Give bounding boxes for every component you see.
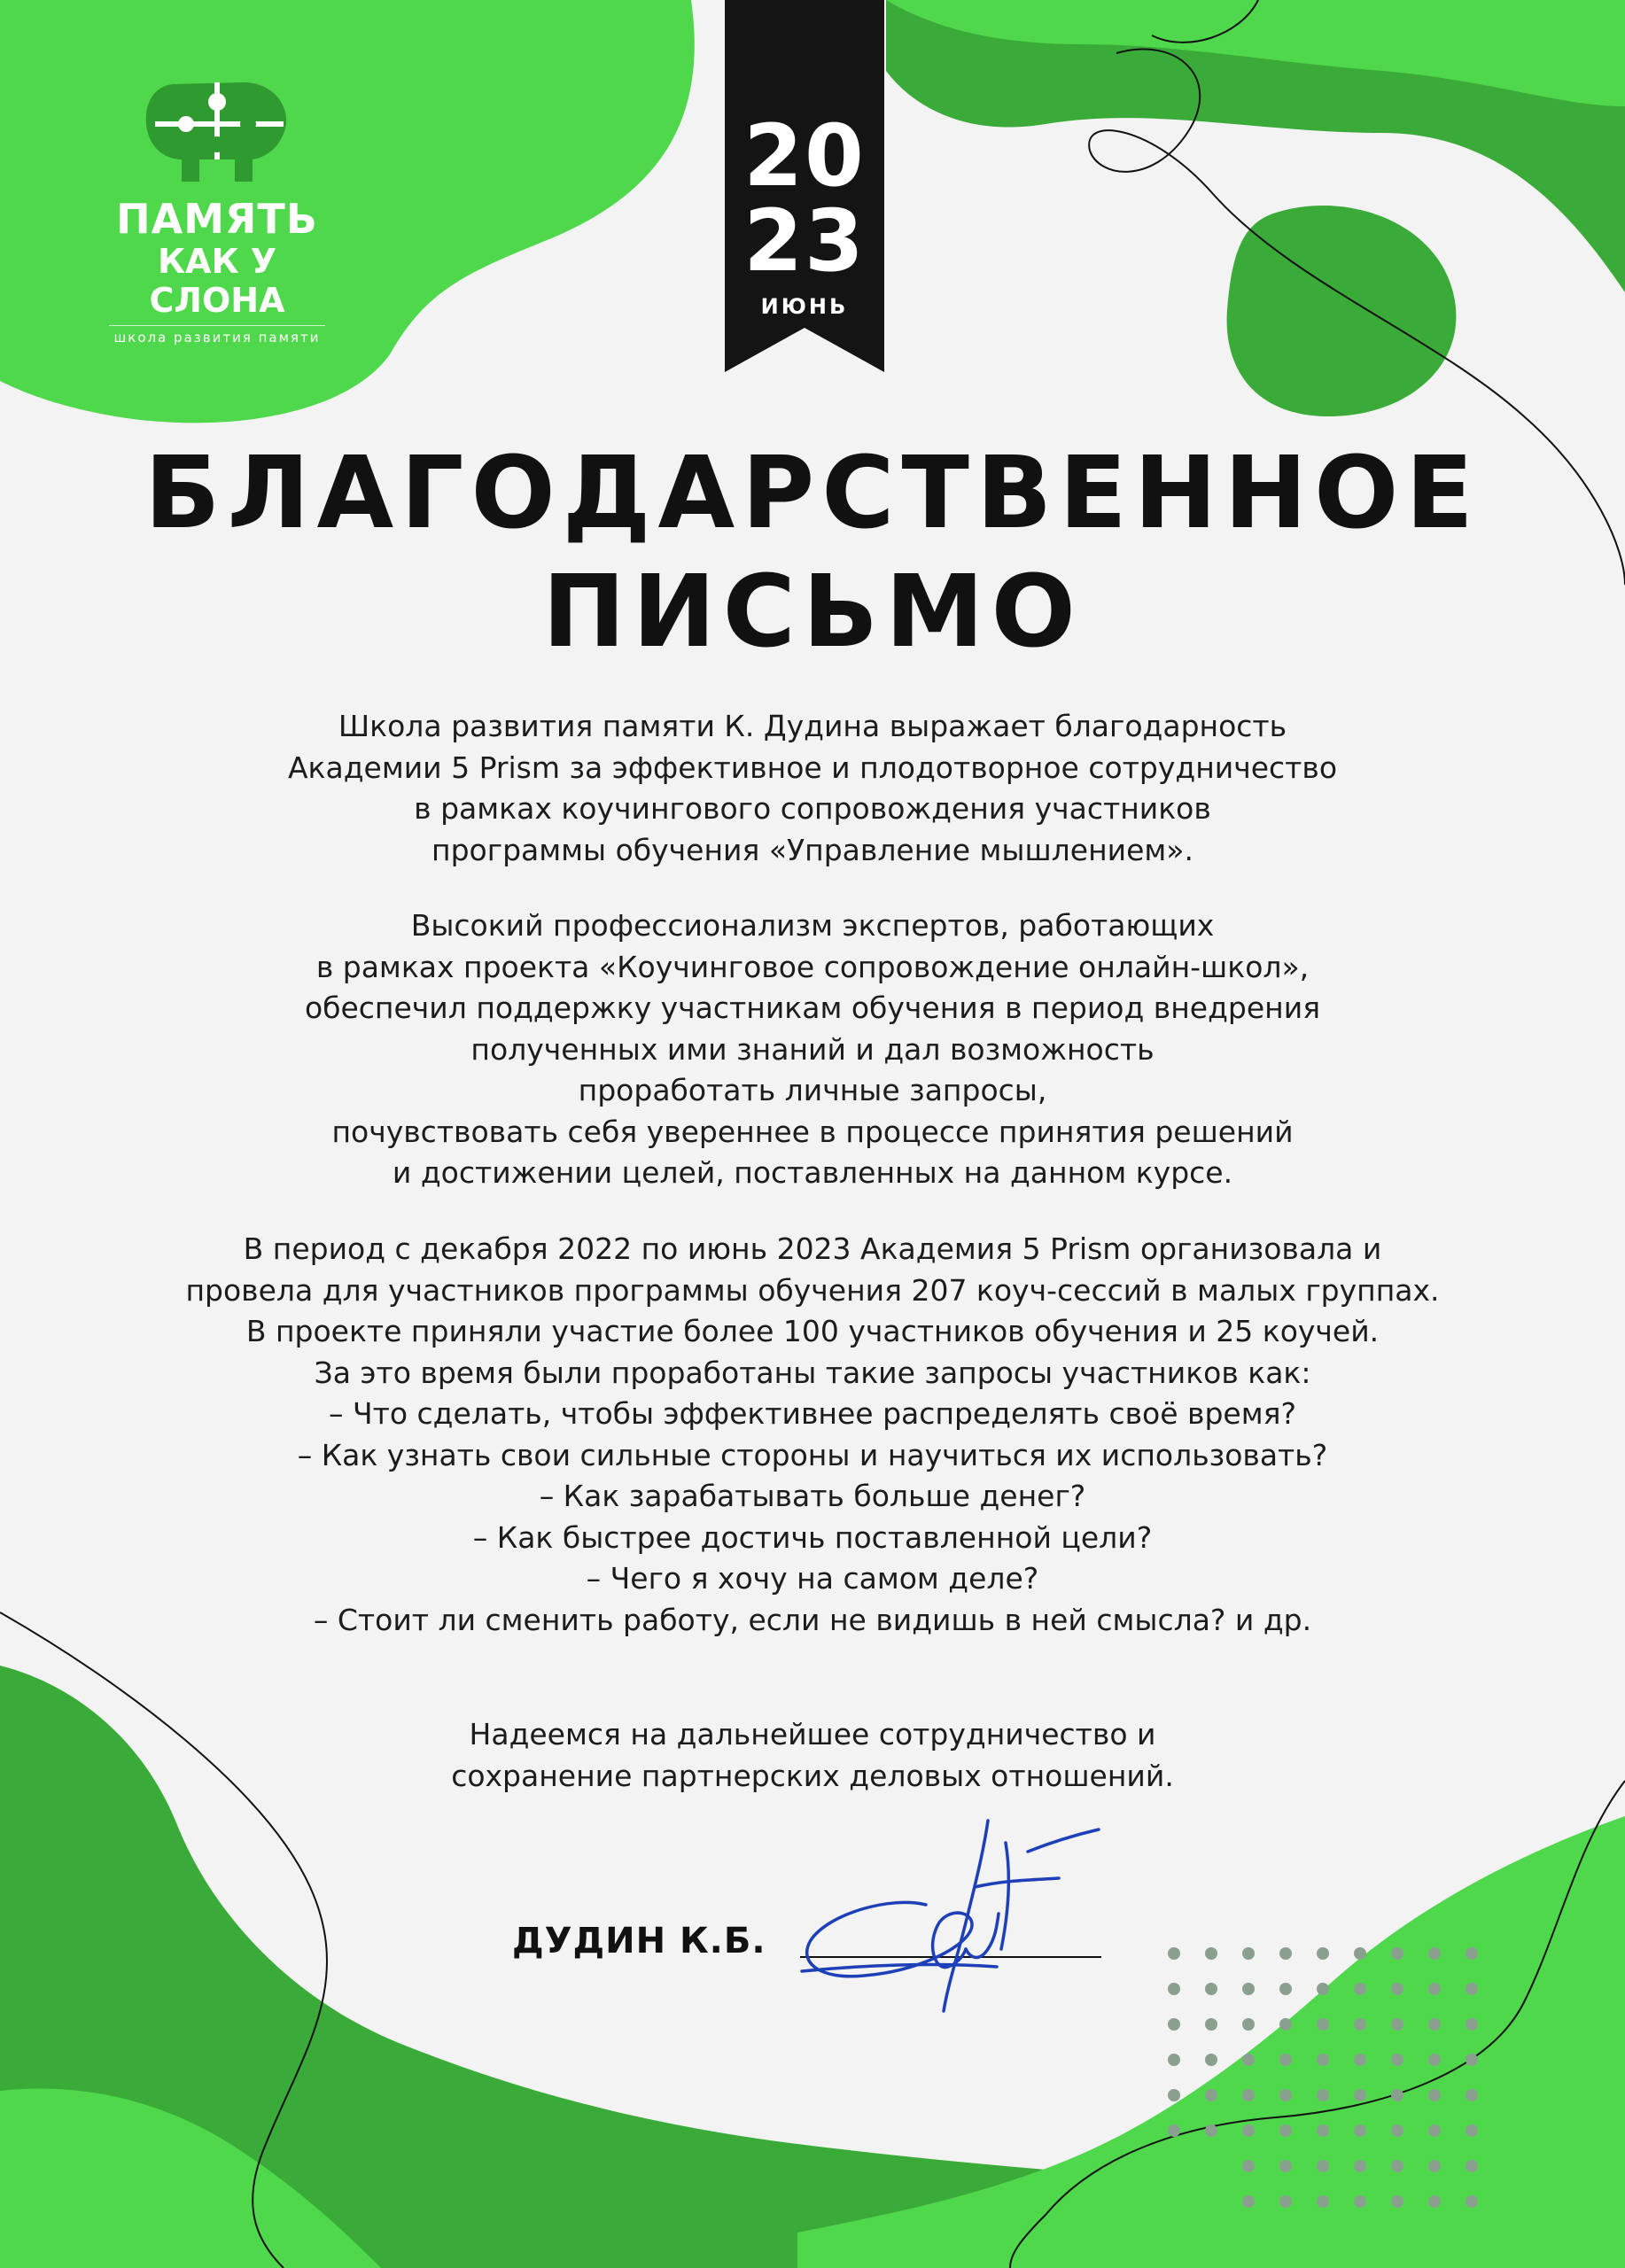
decor-dot	[1205, 2018, 1217, 2031]
decor-dot	[1466, 2018, 1478, 2031]
paragraph-results	[53, 1229, 1572, 1641]
document-title-line1: БЛАГОДАРСТВЕННОЕ	[144, 436, 1481, 551]
decor-dot	[1354, 2054, 1366, 2066]
decor-dot	[1428, 1947, 1441, 1960]
logo-title-line1: ПАМЯТЬ	[116, 195, 318, 243]
decor-dot	[1242, 2018, 1255, 2031]
document-title-line2: ПИСЬМО	[542, 555, 1083, 670]
decor-dot	[1428, 2054, 1441, 2066]
decor-dot	[1391, 2160, 1403, 2172]
decor-dot	[1391, 1983, 1403, 1995]
decor-dot	[1279, 1983, 1292, 1995]
list-item: – Как зарабатывать больше денег?	[539, 1479, 1086, 1513]
decor-dot	[1279, 2160, 1292, 2172]
decor-dot	[1391, 2054, 1403, 2066]
decor-dot	[1391, 2089, 1403, 2101]
logo-title-line2: КАК У СЛОНА	[149, 242, 285, 320]
decor-dot	[1317, 2054, 1329, 2066]
decor-dot	[1391, 2018, 1403, 2031]
decor-dot	[1428, 2124, 1441, 2137]
text-line: Школа развития памяти К. Дудина выражает благодарность	[338, 709, 1287, 743]
decor-dot	[1242, 2160, 1255, 2172]
decor-dot	[1354, 2018, 1366, 2031]
decor-dot	[1205, 2054, 1217, 2066]
text-line: За это время были проработаны такие запросы участников как:	[314, 1355, 1311, 1390]
text-line: Надеемся на дальнейшее сотрудничество и	[469, 1717, 1156, 1751]
signer-name: ДУДИН К.Б.	[512, 1921, 766, 1961]
decor-dot	[1168, 2054, 1180, 2066]
text-line: полученных ими знаний и дал возможность	[470, 1031, 1155, 1067]
decor-dot	[1205, 2089, 1217, 2101]
decor-dot	[1317, 1947, 1329, 1960]
decor-dot	[1168, 2089, 1180, 2101]
decor-dot	[1354, 2124, 1366, 2137]
text-line: в рамках проекта «Коучинговое сопровождение онлайн-школ»,	[315, 949, 1310, 984]
text-line: и достижении целей, поставленных на данном курсе.	[392, 1155, 1233, 1190]
list-item: – Как узнать свои сильные стороны и научиться их использовать?	[297, 1437, 1328, 1472]
text-line: в рамках коучингового сопровождения участников	[414, 791, 1211, 826]
decor-dot	[1354, 1947, 1366, 1960]
decor-dot	[1466, 2160, 1478, 2172]
decor-dot	[1391, 2195, 1403, 2208]
decor-dot	[1317, 2089, 1329, 2101]
text-line: Академии 5 Prism за эффективное и плодотворное сотрудничество	[287, 750, 1338, 785]
decor-dot	[1391, 1947, 1403, 1960]
decor-dot	[1317, 2160, 1329, 2172]
decor-dot	[1391, 2124, 1403, 2137]
decor-dot	[1428, 2195, 1441, 2208]
decor-dot	[1205, 1983, 1217, 1995]
decor-dot	[1168, 2018, 1180, 2031]
right-round-blob	[1227, 206, 1457, 416]
decor-dot	[1354, 2160, 1366, 2172]
decor-dot	[1317, 2124, 1329, 2137]
text-line: В проекте приняли участие более 100 участников обучения и 25 коучей.	[245, 1314, 1380, 1348]
decor-dot	[1279, 1947, 1292, 1960]
decor-dot	[1354, 1983, 1366, 1995]
school-logo	[84, 75, 350, 346]
decor-dot	[1242, 2124, 1255, 2137]
decor-dot	[1168, 2124, 1180, 2137]
decor-dot	[1466, 2124, 1478, 2137]
logo-tagline: школа развития памяти	[109, 325, 326, 346]
text-line: сохранение партнерских деловых отношений.	[451, 1758, 1174, 1793]
year-first-half: 20	[743, 106, 866, 206]
decor-dot	[1242, 1983, 1255, 1995]
elephant-puzzle-icon	[137, 75, 297, 190]
decor-dot	[1242, 2089, 1255, 2101]
decor-dot	[1279, 2124, 1292, 2137]
decor-dot	[1466, 2195, 1478, 2208]
decor-dot	[1242, 1947, 1255, 1960]
decor-dot	[1279, 2195, 1292, 2208]
decor-dot	[1168, 1983, 1180, 1995]
decor-dot	[1428, 2089, 1441, 2101]
handwritten-signature	[793, 1816, 1112, 2020]
decor-dot	[1279, 2089, 1292, 2101]
month-label: ИЮНЬ	[760, 294, 849, 319]
decor-dot	[1205, 2124, 1217, 2137]
text-line: программы обучения «Управление мышлением».	[432, 832, 1193, 867]
decor-dot	[1242, 2195, 1255, 2208]
decor-dot	[1205, 1947, 1217, 1960]
decor-dot	[1317, 2195, 1329, 2208]
decor-dot	[1428, 2160, 1441, 2172]
decor-dot	[1466, 2054, 1478, 2066]
dot-grid-decoration	[1161, 1940, 1533, 2233]
decor-dot	[1428, 1983, 1441, 1995]
decor-dot	[1279, 2018, 1292, 2031]
decor-dot	[1317, 2018, 1329, 2031]
decor-dot	[1466, 2089, 1478, 2101]
paragraph-professionalism	[53, 905, 1572, 1194]
text-line: В период с декабря 2022 по июнь 2023 Академия 5 Prism организовала и	[243, 1231, 1382, 1266]
decor-dot	[1317, 1983, 1329, 1995]
decor-dot	[1242, 2054, 1255, 2066]
year-second-half: 23	[743, 191, 866, 291]
decor-dot	[1466, 1983, 1478, 1995]
text-line: Высокий профессионализм экспертов, работающих	[410, 908, 1215, 943]
text-line: провела для участников программы обучения 207 коуч-сессий в малых группах.	[185, 1272, 1440, 1308]
paragraph-gratitude	[53, 706, 1572, 871]
paragraph-closing	[53, 1714, 1572, 1797]
list-item: – Как быстрее достичь поставленной цели?	[472, 1519, 1153, 1555]
text-line: проработать личные запросы,	[578, 1073, 1047, 1107]
decor-dot	[1428, 2018, 1441, 2031]
ribbon-date	[725, 106, 884, 319]
text-line: почувствовать себя увереннее в процессе принятия решений	[331, 1114, 1294, 1149]
decor-dot	[1354, 2195, 1366, 2208]
decor-dot	[1279, 2054, 1292, 2066]
list-item: – Чего я хочу на самом деле?	[586, 1561, 1039, 1596]
list-item: – Стоит ли сменить работу, если не видишь в ней смысла? и др.	[313, 1602, 1312, 1637]
decor-dot	[1466, 1947, 1478, 1960]
decor-dot	[1354, 2089, 1366, 2101]
list-item: – Что сделать, чтобы эффективнее распределять своё время?	[328, 1396, 1296, 1431]
text-line: обеспечил поддержку участникам обучения в период внедрения	[304, 990, 1321, 1025]
decor-dot	[1168, 1947, 1180, 1960]
